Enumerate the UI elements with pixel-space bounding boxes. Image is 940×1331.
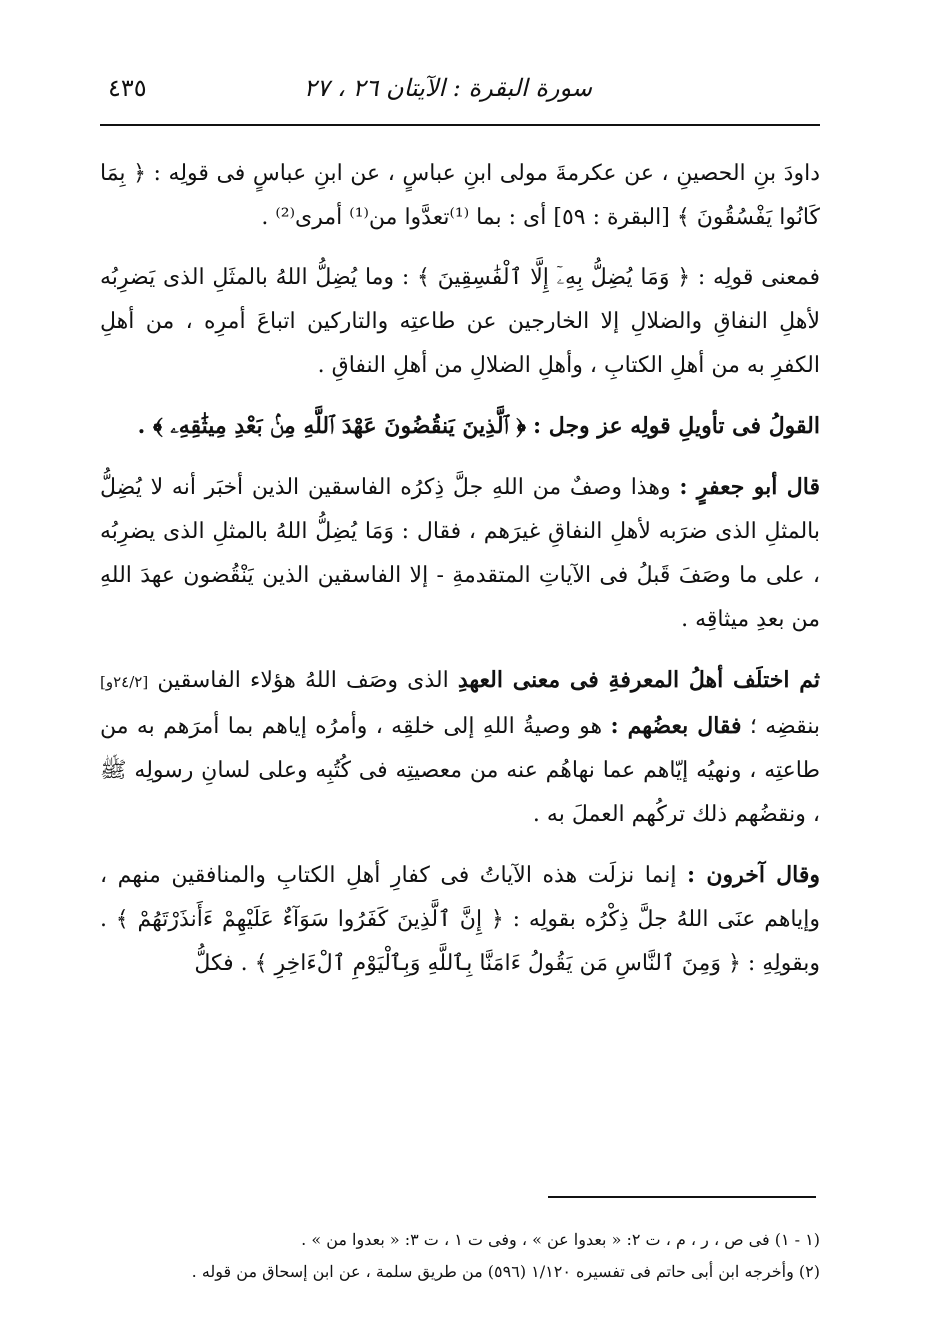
paragraph-6 (100, 853, 820, 986)
footnote-1: (١ - ١) فى ص ، ر ، م ، ت ٢: « بعدوا عن » ، وفى ت ١ ، ت ٣: « بعدوا من » . (301, 1230, 820, 1249)
paragraph-1 (100, 152, 820, 240)
paragraph-2 (100, 256, 820, 388)
paragraph-text: إنما نزلَت هذه الآياتُ فى كفارِ أهلِ الكتابِ والمنافقين منهم ، وإياهم عنَى اللهُ جلَّ ذِكْرُه بقولِه : ﴿ إِنَّ ٱلَّذِينَ كَفَرُوا سَوَآءٌ عَلَيْهِمْ ءَأَنذَرْتَهُمْ ﴾ . وبقولِهِ : ﴿ وَمِنَ ٱلنَّاسِ مَن يَقُولُ ءَامَنَّا بِٱللَّهِ وَبِٱلْيَوْمِ ٱلْءَاخِرِ ﴾ . فكلُّ (100, 863, 820, 976)
manuscript-marker: [٢٤/٢و] (100, 673, 149, 691)
paragraph-text: الذى وصَف اللهُ هؤلاء الفاسقين (157, 668, 449, 693)
footnote-2: (٢) وأخرجه ابن أبى حاتم فى تفسيره ١/١٢٠ (٥٩٦) من طريق سلمة ، عن ابن إسحاق من قوله . (191, 1262, 820, 1281)
paragraph-5 (100, 658, 820, 837)
paragraph-lead: قال أبو جعفرٍ : (679, 474, 820, 500)
section-heading: القولُ فى تأويلِ قولِه عز وجل : (533, 413, 820, 439)
quran-verse: ﴿ ٱلَّذِينَ يَنقُضُونَ عَهْدَ ٱللَّهِ مِنۢ بَعْدِ مِيثَٰقِهِۦ ﴾ . (137, 413, 526, 439)
paragraph-text: بنقضِه ؛ (749, 714, 821, 739)
paragraph-text: وهذا وصفٌ من اللهِ جلَّ ذِكرُه الفاسقين الذين أخبَر أنه لا يُضِلُّ بالمثلِ الذى ضرَبه لأهلِ النفاقِ غيرَهم ، فقال : وَمَا يُضِلُّ اللهُ بالمثلِ الذى يضرِبُه ، على ما وصَفَ قَبلُ فى الآياتِ المتقدمةِ - إلا الفاسقين الذين يَنْقُضون عهدَ اللهِ من بعدِ ميثاقِه . (100, 475, 820, 632)
page-number: ٤٣٥ (108, 74, 147, 102)
paragraph-4 (100, 465, 820, 642)
running-title: سورة البقرة : الآيتان ٢٦ ، ٢٧ (303, 74, 592, 102)
paragraph-3 (100, 404, 820, 449)
paragraph-lead: فقال بعضُهم : (610, 713, 742, 739)
paragraph-lead: وقال آخرون : (687, 862, 820, 888)
footnote-rule (548, 1196, 816, 1198)
header-rule (100, 124, 820, 126)
paragraph-lead: ثم اختلَف أهلُ المعرفةِ فى معنى العهدِ (457, 667, 820, 693)
main-text (100, 152, 820, 1002)
paragraph-text: هو وصيةُ اللهِ إلى خلقِه ، وأمرُه إياهم بما أمرَهم به من طاعتِه ، ونهيُه إيّاهم عما نهاهُم عنه من معصيتِه فى كُتُبِه وعلى لسانِ رسولِه ﷺ ، ونقضُهم ذلك تركُهم العملَ به . (100, 714, 820, 827)
paragraph-text: فمعنى قولِه : ﴿ وَمَا يُضِلُّ بِهِۦٓ إِلَّا ٱلْفَٰسِقِينَ ﴾ : وما يُضِلُّ اللهُ بالمثَلِ الذى يَضرِبُه لأهلِ النفاقِ والضلالِ إلا الخارجين عن طاعتِه والتاركين اتباعَ أمرِه ، من أهلِ الكفرِ به من أهلِ الكتابِ ، وأهلِ الضلالِ من أهلِ النفاقِ . (100, 265, 820, 378)
page-header (100, 70, 820, 120)
footnotes (100, 1224, 820, 1288)
paragraph-text: داودَ بنِ الحصينِ ، عن عكرمةَ مولى ابنِ عباسٍ ، عن ابنِ عباسٍ فى قولِه : ﴿ بِمَا كَانُوا يَفْسُقُونَ ﴾ [البقرة : ٥٩] أى : بما ⁽¹⁾تعدَّوا من⁽¹⁾ أمرى⁽²⁾ . (100, 161, 820, 230)
